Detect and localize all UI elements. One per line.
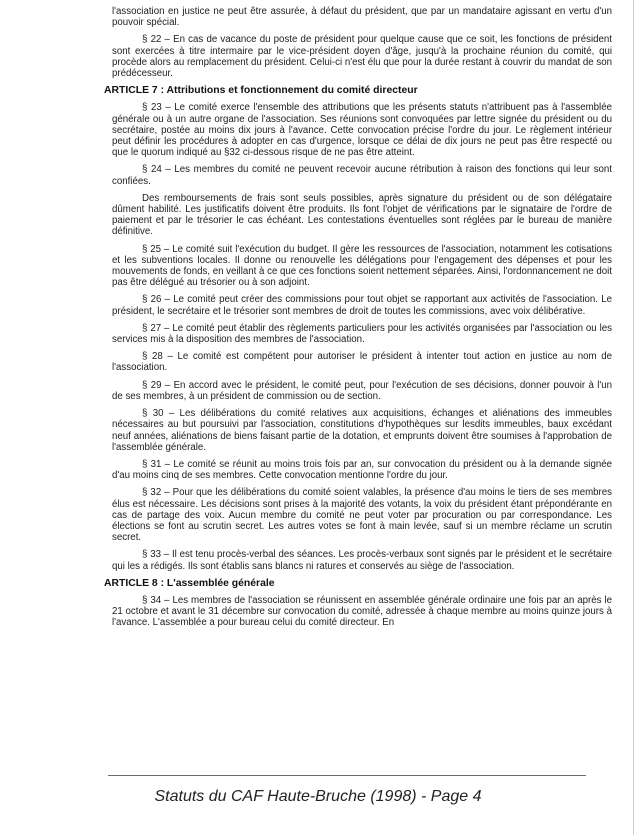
paragraph-30: § 30 – Les délibérations du comité relatives aux acquisitions, échanges et aliénations des immeubles nécessaires au but poursuivi par l'association, constitutions d'hypothèques sur lesdits immeubles, baux excédant neuf années, aliénations de biens faisant partie de la dotation, et emprunts doivent être soumises à l'approbation de l'assemblée générale. bbox=[112, 408, 612, 453]
paragraph-25: § 25 – Le comité suit l'exécution du budget. Il gère les ressources de l'association, notamment les cotisations et les subventions locales. Il donne ou renouvelle les délégations pour l'engagement des dépenses et pour les mouvements de fonds, en veillant à ce que ces fonctions soient nettement séparées. Ainsi, l'ordonnancement ne doit pas être délégué au trésorier ou à son adjoint. bbox=[112, 243, 612, 289]
paragraph-24-reimbursements: Des remboursements de frais sont seuls possibles, après signature du président ou de son délégataire dûment habilité. Les justificatifs doivent être produits. Ils font l'objet de vérifications par le signataire de l'ordre de paiement et par le trésorier le cas échéant. Les contestations éventuelles sont réglées par le bureau de manière définitive. bbox=[112, 192, 612, 238]
page-footer: Statuts du CAF Haute-Bruche (1998) - Page 4 bbox=[154, 788, 482, 805]
paragraph-24: § 24 – Les membres du comité ne peuvent recevoir aucune rétribution à raison des fonctions qui leur sont confiées. bbox=[112, 164, 612, 187]
paragraph-27: § 27 – Le comité peut établir des règlements particuliers pour les activités organisées par l'association ou les services mis à la disposition des membres de l'association. bbox=[112, 322, 612, 346]
paragraph-32: § 32 – Pour que les délibérations du comité soient valables, la présence d'au moins le tiers de ses membres élus est nécessaire. Les décisions sont prises à la majorité des votants, la voix du président étant prépondérante en cas de partage des voix. Aucun membre du comité ne peut voter par procuration ou par correspondance. Les élections se font au scrutin secret. Les autres votes se font à main levée, sauf si un membre réclame un scrutin secret. bbox=[112, 487, 612, 544]
paragraph-21-end: l'association en justice ne peut être assurée, à défaut du président, que par un mandataire agissant en vertu d'un pouvoir spécial. bbox=[112, 6, 612, 29]
paragraph-34: § 34 – Les membres de l'association se réunissent en assemblée générale ordinaire une fois par an après le 21 octobre et avant le 31 décembre sur convocation du comité, adressée à chaque membre au moins quinze jours à l'avance. L'assemblée a pour bureau celui du comité directeur. En bbox=[112, 594, 612, 629]
paragraph-22: § 22 – En cas de vacance du poste de président pour quelque cause que ce soit, les fonctions de président sont exercées à titre intermaire par le vice-président doyen d'âge, jusqu'à la prochaine réunion du comité, qui procède alors au remplacement du président. Celui-ci n'est élu que pour la durée restant à couvrir du mandat de son prédécesseur. bbox=[112, 34, 612, 80]
paragraph-23: § 23 – Le comité exerce l'ensemble des attributions que les présents statuts n'attribuent pas à l'assemblée générale ou à un autre organe de l'association. Ses réunions sont convoquées par lettre signée du président ou du secrétaire, postée au moins dix jours à l'avance. Cette convocation précise l'ordre du jour. Le règlement intérieur peut définir les procédures à adopter en cas d'urgence, lorsque ce délai de dix jours ne peut pas être respecté ou que le quorum indiqué au §32 ci-dessous risque de ne pas être atteint. bbox=[112, 102, 612, 159]
paragraph-33: § 33 – Il est tenu procès-verbal des séances. Les procès-verbaux sont signés par le président et le secrétaire qui les a rédigés. Ils sont établis sans blancs ni ratures et conservés au siège de l'association. bbox=[112, 549, 612, 572]
paragraph-26: § 26 – Le comité peut créer des commissions pour tout objet se rapportant aux activités de l'association. Le président, le secrétaire et le trésorier sont membres de droit de toutes les commissions, avec voix délibérative. bbox=[112, 294, 612, 317]
article-8-heading: ARTICLE 8 : L'assemblée générale bbox=[104, 577, 275, 589]
page-edge bbox=[633, 0, 634, 835]
document-body bbox=[104, 6, 612, 631]
article-7-heading: ARTICLE 7 : Attributions et fonctionnement du comité directeur bbox=[104, 85, 418, 97]
paragraph-29: § 29 – En accord avec le président, le comité peut, pour l'exécution de ses décisions, donner pouvoir à l'un de ses membres, à un président de commission ou de section. bbox=[112, 379, 612, 402]
footer-divider bbox=[108, 775, 586, 776]
paragraph-28: § 28 – Le comité est compétent pour autoriser le président à intenter tout action en justice au nom de l'association. bbox=[112, 351, 612, 374]
paragraph-31: § 31 – Le comité se réunit au moins trois fois par an, sur convocation du président ou à la demande signée d'au moins cinq de ses membres. Cette convocation mentionne l'ordre du jour. bbox=[112, 458, 612, 482]
